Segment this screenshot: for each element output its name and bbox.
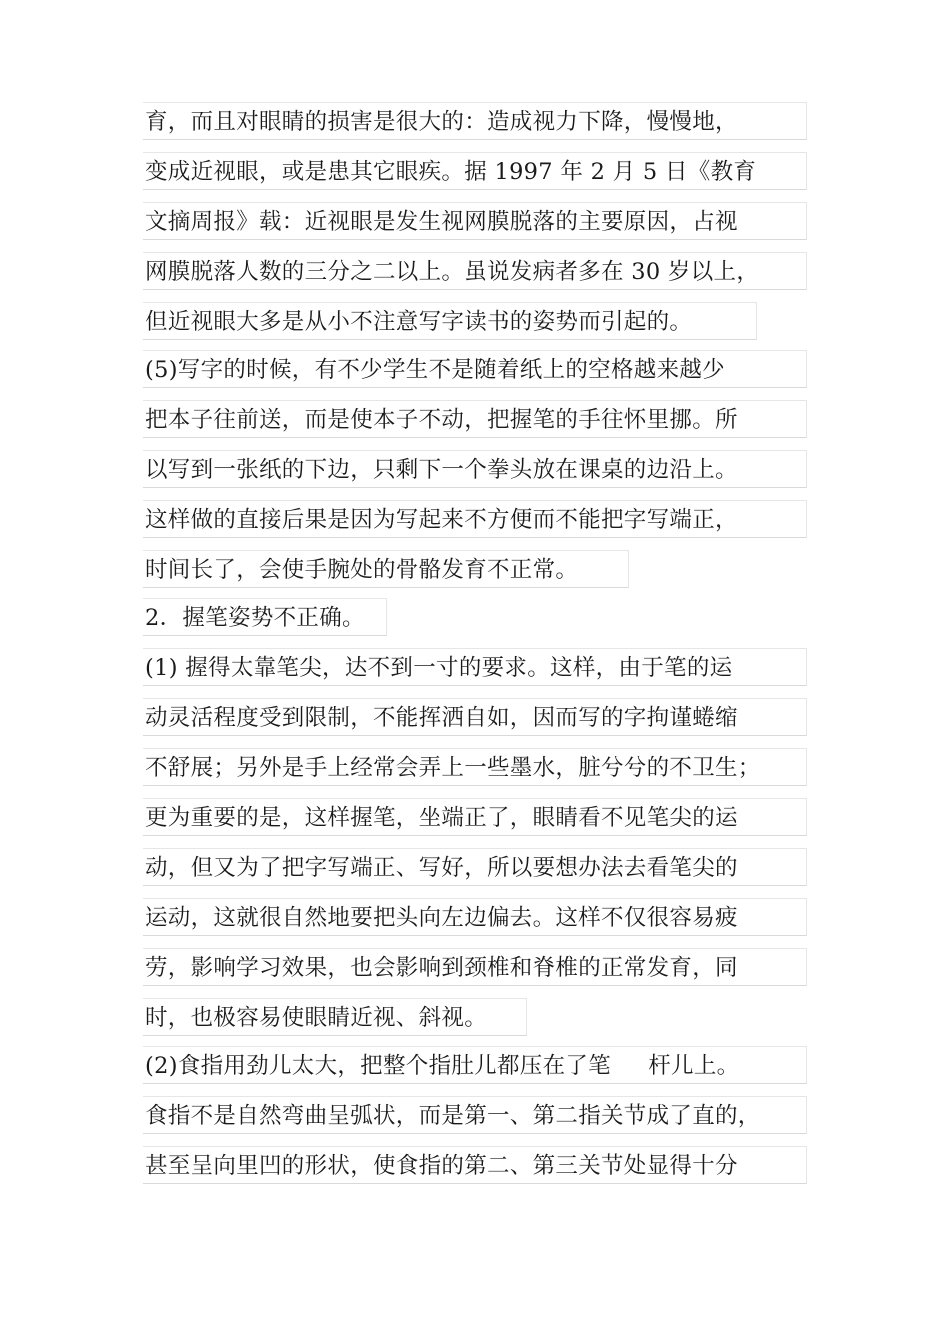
text-line: 动，但又为了把字写端正、写好，所以要想办法去看笔尖的: [143, 848, 807, 886]
text-line: 变成近视眼，或是患其它眼疾。据 1997 年 2 月 5 日《教育: [143, 152, 807, 190]
section-heading: 2．握笔姿势不正确。: [143, 598, 387, 636]
text-line: 育，而且对眼睛的损害是很大的：造成视力下降，慢慢地，: [143, 102, 807, 140]
text-line: 时，也极容易使眼睛近视、斜视。: [143, 998, 527, 1036]
text-line: 文摘周报》载：近视眼是发生视网膜脱落的主要原因，占视: [143, 202, 807, 240]
text-line: (1) 握得太靠笔尖，达不到一寸的要求。这样，由于笔的运: [143, 648, 807, 686]
text-line: 运动，这就很自然地要把头向左边偏去。这样不仅很容易疲: [143, 898, 807, 936]
text-line: 以写到一张纸的下边，只剩下一个拳头放在课桌的边沿上。: [143, 450, 807, 488]
text-line: 食指不是自然弯曲呈弧状，而是第一、第二指关节成了直的，: [143, 1096, 807, 1134]
text-line: 时间长了，会使手腕处的骨骼发育不正常。: [143, 550, 629, 588]
text-line: 动灵活程度受到限制，不能挥洒自如，因而写的字拘谨蜷缩: [143, 698, 807, 736]
text-line: 这样做的直接后果是因为写起来不方便而不能把字写端正，: [143, 500, 807, 538]
text-line: 甚至呈向里凹的形状，使食指的第二、第三关节处显得十分: [143, 1146, 807, 1184]
text-line: 网膜脱落人数的三分之二以上。虽说发病者多在 30 岁以上，: [143, 252, 807, 290]
text-line: 但近视眼大多是从小不注意写字读书的姿势而引起的。: [143, 302, 757, 340]
text-line: 劳，影响学习效果，也会影响到颈椎和脊椎的正常发育，同: [143, 948, 807, 986]
text-line: 不舒展；另外是手上经常会弄上一些墨水，脏兮兮的不卫生；: [143, 748, 807, 786]
text-line: (5)写字的时候，有不少学生不是随着纸上的空格越来越少: [143, 350, 807, 388]
text-line: 更为重要的是，这样握笔，坐端正了，眼睛看不见笔尖的运: [143, 798, 807, 836]
text-line: (2)食指用劲儿太大，把整个指肚儿都压在了笔 杆儿上。: [143, 1046, 807, 1084]
text-line: 把本子往前送，而是使本子不动，把握笔的手往怀里挪。所: [143, 400, 807, 438]
